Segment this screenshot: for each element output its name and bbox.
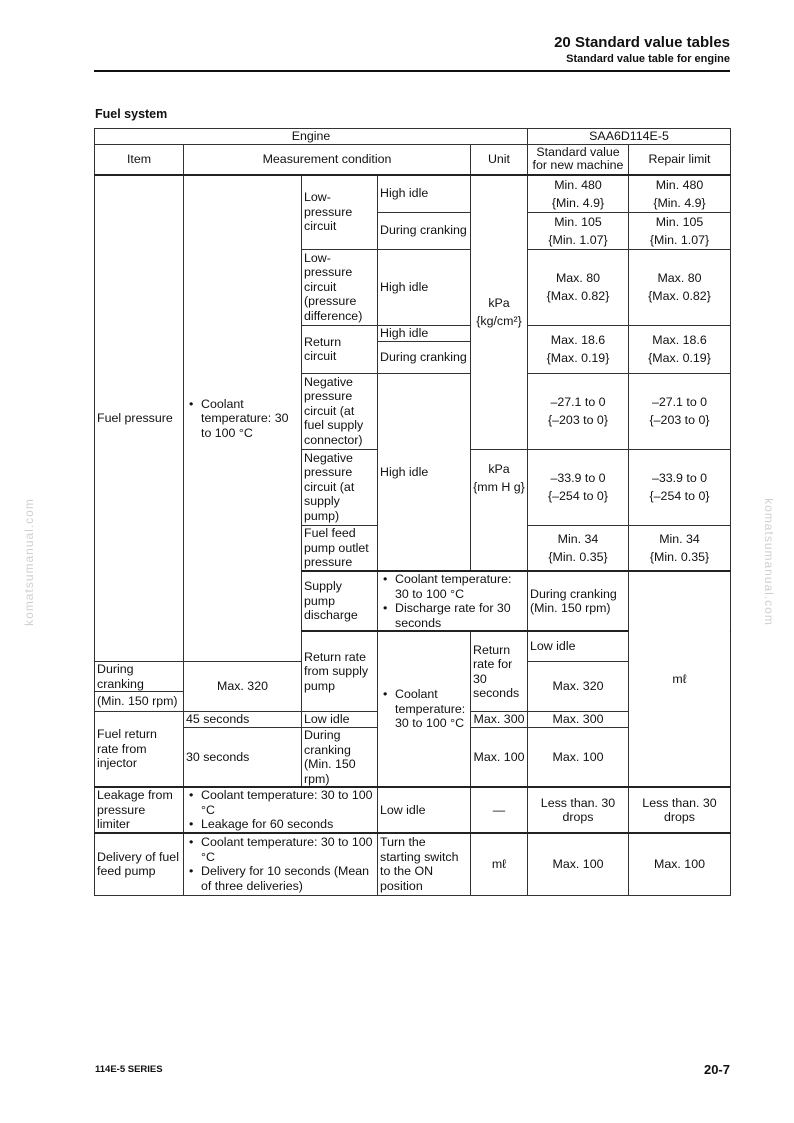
item-supply-pump: Supply pump discharge — [302, 571, 378, 631]
sp-state: During cranking (Min. 150 rpm) — [528, 571, 629, 631]
value: Max. 18.6 — [652, 333, 707, 347]
value: {Min. 4.9} — [653, 195, 706, 210]
fp-state: High idle — [378, 373, 471, 571]
item-leakage: Leakage from pressure limiter — [95, 787, 184, 833]
fp-r5-std — [528, 373, 629, 449]
rr-return-30: Return rate for 30 seconds — [471, 631, 528, 712]
value: {Min. 0.35} — [649, 549, 710, 564]
section-title: Fuel system — [95, 107, 168, 121]
value: Min. 34 — [557, 531, 599, 546]
value: {Max. 0.19} — [648, 351, 711, 365]
col-condition: Measurement condition — [184, 145, 471, 175]
value: Max. 80 — [555, 271, 601, 285]
col-unit: Unit — [471, 145, 528, 175]
fp-unit-2-b: {mm H g} — [473, 479, 525, 494]
fp-unit-1 — [471, 175, 528, 450]
rr-state — [302, 728, 378, 788]
fp-low-diff: Low-pressure circuit (pressure difference) — [302, 249, 378, 325]
col-item: Item — [95, 145, 184, 175]
value: {–203 to 0} — [548, 413, 608, 427]
rr-state-line: (Min. 150 rpm) — [304, 757, 356, 786]
fp-unit-2 — [471, 449, 528, 571]
value: {Max. 0.82} — [546, 289, 610, 303]
rr-condition — [378, 631, 471, 787]
fp-r5-rep — [629, 373, 731, 449]
col-repair: Repair limit — [629, 145, 731, 175]
value: Max. 80 — [657, 271, 702, 285]
value: {–254 to 0} — [649, 489, 710, 503]
fp-r3-rep — [629, 249, 731, 325]
value: Min. 480 — [655, 177, 704, 192]
page-title: 20 Standard value tables — [554, 34, 730, 51]
fp-r1-std — [528, 175, 629, 213]
sp-cond-2: • Discharge rate for 30 seconds — [395, 601, 525, 630]
lk-cond-2: • Leakage for 60 seconds — [201, 817, 375, 832]
item-return-injector: Fuel return rate from injector — [95, 712, 184, 788]
engine-label: Engine — [95, 129, 528, 145]
item-return-supply: Return rate from supply pump — [302, 631, 378, 712]
rr-v2-std: Max. 320 — [184, 662, 302, 712]
dl-cond-2: • Delivery for 10 seconds (Mean of three deliveries) — [201, 864, 375, 893]
lk-rep: Less than. 30 drops — [629, 787, 731, 833]
dl-cond-1: • Coolant temperature: 30 to 100 °C — [201, 835, 375, 864]
fp-r2-std — [528, 212, 629, 249]
table-row — [95, 175, 731, 213]
fp-r1-rep — [629, 175, 731, 213]
lk-condition — [184, 787, 378, 833]
page-number: 20-7 — [703, 1062, 730, 1077]
fp-condition — [184, 175, 302, 662]
value: {Min. 1.07} — [649, 232, 710, 247]
lk-std: Less than. 30 drops — [528, 787, 629, 833]
watermark-right: komatsumanual.com — [761, 498, 776, 626]
fp-feed-outlet: Fuel feed pump outlet pressure — [302, 525, 378, 571]
value: Min. 105 — [554, 214, 602, 229]
dl-state: Turn the starting switch to the ON position — [378, 833, 471, 895]
item-fuel-pressure: Fuel pressure — [95, 175, 184, 662]
fuel-system-table — [94, 128, 731, 896]
sp-condition — [378, 571, 528, 631]
lk-cond-1: • Coolant temperature: 30 to 100 °C — [201, 788, 375, 817]
fp-r6-rep — [629, 449, 731, 525]
fp-state: High idle — [378, 249, 471, 325]
value: {Min. 1.07} — [548, 232, 608, 247]
dl-std: Max. 100 — [528, 833, 629, 895]
value: {Max. 0.19} — [546, 351, 610, 365]
fp-unit-2-a: kPa — [488, 461, 510, 476]
sp-cond-1: • Coolant temperature: 30 to 100 °C — [395, 572, 525, 601]
value: {Min. 4.9} — [551, 195, 605, 210]
engine-row — [95, 129, 731, 145]
fp-r4-std — [528, 325, 629, 373]
fp-r6-std — [528, 449, 629, 525]
rr-v2-rep: Max. 320 — [528, 662, 629, 712]
fp-state: During cranking — [378, 341, 471, 373]
page-subtitle: Standard value table for engine — [566, 53, 730, 65]
rr-30-seconds: 30 seconds — [184, 728, 302, 788]
rr-state: (Min. 150 rpm) — [95, 692, 184, 712]
footer-series: 114E-5 SERIES — [95, 1064, 163, 1075]
table-row — [95, 787, 731, 833]
value: Min. 480 — [554, 177, 602, 192]
rr-coolant: • Coolant temperature: 30 to 100 °C — [395, 687, 468, 731]
fp-state: High idle — [378, 325, 471, 341]
value: {Max. 0.82} — [648, 289, 711, 303]
fp-r2-rep — [629, 212, 731, 249]
fp-r3-std — [528, 249, 629, 325]
fp-r7-rep — [629, 525, 731, 571]
rr-v4-rep: Max. 100 — [528, 728, 629, 788]
value: Min. 105 — [655, 214, 704, 229]
value: –27.1 to 0 — [550, 395, 606, 409]
fp-coolant: • Coolant temperature: 30 to 100 °C — [201, 397, 299, 441]
fp-neg-pump: Negative pressure circuit (at supply pump) — [302, 449, 378, 525]
dl-rep: Max. 100 — [629, 833, 731, 895]
fp-return-circuit: Return circuit — [302, 325, 378, 373]
fp-state: High idle — [378, 175, 471, 213]
value: {–254 to 0} — [548, 489, 608, 503]
dl-unit: mℓ — [471, 833, 528, 895]
value: {Min. 0.35} — [548, 549, 608, 564]
value: Max. 18.6 — [550, 333, 606, 347]
fp-low-circuit: Low-pressure circuit — [302, 175, 378, 250]
rr-45-seconds: 45 seconds — [184, 712, 302, 728]
watermark-left: komatsumanual.com — [21, 498, 36, 626]
fp-state: During cranking — [378, 212, 471, 249]
fp-r4-rep — [629, 325, 731, 373]
value: {–203 to 0} — [649, 413, 710, 427]
rr-state-line: During cranking — [304, 728, 351, 757]
fp-r7-std — [528, 525, 629, 571]
fp-neg-connector: Negative pressure circuit (at fuel supply connector) — [302, 373, 378, 449]
rr-state: During cranking — [95, 662, 184, 692]
rr-state: Low idle — [528, 631, 629, 662]
value: –27.1 to 0 — [651, 395, 708, 409]
value: Min. 34 — [659, 531, 700, 546]
value: –33.9 to 0 — [651, 471, 708, 485]
rr-unit: mℓ — [629, 571, 731, 787]
item-delivery: Delivery of fuel feed pump — [95, 833, 184, 895]
fp-unit-1-b: {kg/cm²} — [476, 314, 522, 328]
rr-v3-std: Max. 300 — [471, 712, 528, 728]
table-row — [95, 833, 731, 895]
rr-state: Low idle — [302, 712, 378, 728]
rr-v4-std: Max. 100 — [471, 728, 528, 788]
header-rule — [94, 70, 730, 72]
fp-unit-1-a: kPa — [488, 296, 510, 310]
col-standard: Standard value for new machine — [528, 145, 629, 175]
lk-state: Low idle — [378, 787, 471, 833]
lk-unit: — — [471, 787, 528, 833]
rr-v3-rep: Max. 300 — [528, 712, 629, 728]
column-header-row — [95, 145, 731, 175]
engine-model: SAA6D114E-5 — [528, 129, 731, 145]
value: –33.9 to 0 — [550, 471, 606, 485]
dl-condition — [184, 833, 378, 895]
